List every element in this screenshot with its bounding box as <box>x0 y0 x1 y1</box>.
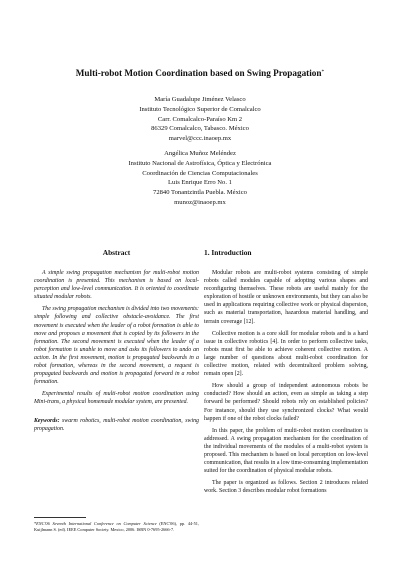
author-1-institution: Instituto Tecnológico Superior de Comalcalco <box>139 105 261 113</box>
introduction-paragraph: The paper is organized as follows. Section 2 introduces related work. Section 3 describes modular robot formations <box>204 480 368 495</box>
abstract-paragraph: Experimental results of multi-robot motion coordination using Mini-trans, a physical homemade modular system, are presented. <box>34 391 199 406</box>
footnote-venue: ENC'06 Seventh International Conference on Computer Science <box>36 521 157 526</box>
introduction-paragraph: Collective motion is a core skill for modular robots and is a hard issue in collective robotics [4]. In order to perform collective tasks, robots must first be able to achieve coherent collective motion. A large number of questions about multi-robot coordination for collective motion, related with decentralized problem solving, remain open [2]. <box>204 330 368 378</box>
keywords <box>34 417 199 433</box>
introduction-paragraph: How should a group of independent autonomous robots be conducted? How should an action, even as simple as taking a step forward be performed? Should robots rely on established policies? For instance, should they use synchronized clocks? What would happen if one of the robot clocks failed? <box>204 383 368 422</box>
author-1-email: marvel@ccc.inaoep.mx <box>168 135 232 143</box>
title-text: Multi-robot Motion Coordination based on Swing Propagation <box>75 68 322 78</box>
paper-title <box>20 68 380 79</box>
author-2-address: Luis Enrique Erro No. 1 <box>168 179 232 187</box>
keywords-label: Keywords: <box>34 417 60 424</box>
footnote-details: (ENC'06), pp. 44-51, Kuijlmann S. (ed). IEEE Computer Society. Mexico, 2006. ISBN 0-7695-2666-7. <box>34 521 199 532</box>
abstract-section <box>34 248 199 433</box>
author-2-city: 72840 Tonantzintla Puebla. México <box>153 189 247 197</box>
abstract-paragraph: The swing propagation mechanism is divided into two movements: simple following and collective obstacle-avoidance. The first movement is executed when the leader of a robot formation is able to move and proposes a movement that is copied by its followers in the formation. The second movement is executed when the leader of a robot formation is unable to move and asks its followers to undo an action. In the first movement, motion is propagated backwards in a robot formation, whereas in the second movement, a request is propagated backwards and motion is propagated forward in a robot formation. <box>34 306 199 386</box>
introduction-paragraph: Modular robots are multi-robot systems consisting of simple robots called modules capable of adopting various shapes and reconfiguring themselves. These robots are useful mainly for the exploration of hostile or unknown environments, but they can also be used in applications requiring collective work or physical dispersion, such as material transportation, hazardous material handling, and terrain coverage [12]. <box>204 270 368 325</box>
introduction-paragraph: In this paper, the problem of multi-robot motion coordination is addressed. A swing propagation mechanism for the coordination of the individual movements of the modules of a multi-robot system is proposed. This mechanism is based on local perception on low-level communication, that results in a low time-consuming implementation suited for the coordination of physical modular robots. <box>204 427 368 475</box>
footnote-rule <box>34 517 86 518</box>
author-2-name: Angélica Muñoz Meléndez <box>164 149 236 157</box>
author-1 <box>60 95 340 144</box>
footnote <box>34 517 199 532</box>
author-2-email: munoz@inaoep.mx <box>174 198 226 206</box>
introduction-section <box>204 248 368 499</box>
title-footnote-mark: * <box>321 69 325 75</box>
abstract-heading: Abstract <box>102 248 131 257</box>
author-1-name: María Guadalupe Jiménez Velasco <box>154 96 246 103</box>
author-1-address: Carr. Comalcalco-Paraíso Km 2 <box>157 115 243 123</box>
keywords-text: swarm robotics, multi-robot motion coordination, swing propagation. <box>34 417 199 432</box>
author-1-city: 86329 Comalcalco, Tabasco. México <box>151 125 249 133</box>
author-2 <box>60 149 340 208</box>
footnote-mark: * <box>34 521 37 526</box>
abstract-paragraph: A simple swing propagation mechanism for multi-robot motion coordination is presented. This mechanism is based on local-perception and low-level communication. It is oriented to coordinate situated modular robots. <box>34 270 199 301</box>
author-2-department: Coordinación de Ciencias Computacionales <box>142 169 258 177</box>
author-block <box>60 95 340 208</box>
introduction-heading: 1. Introduction <box>204 248 252 257</box>
author-2-institution: Instituto Nacional de Astrofísica, Óptica y Electrónica <box>128 159 272 167</box>
